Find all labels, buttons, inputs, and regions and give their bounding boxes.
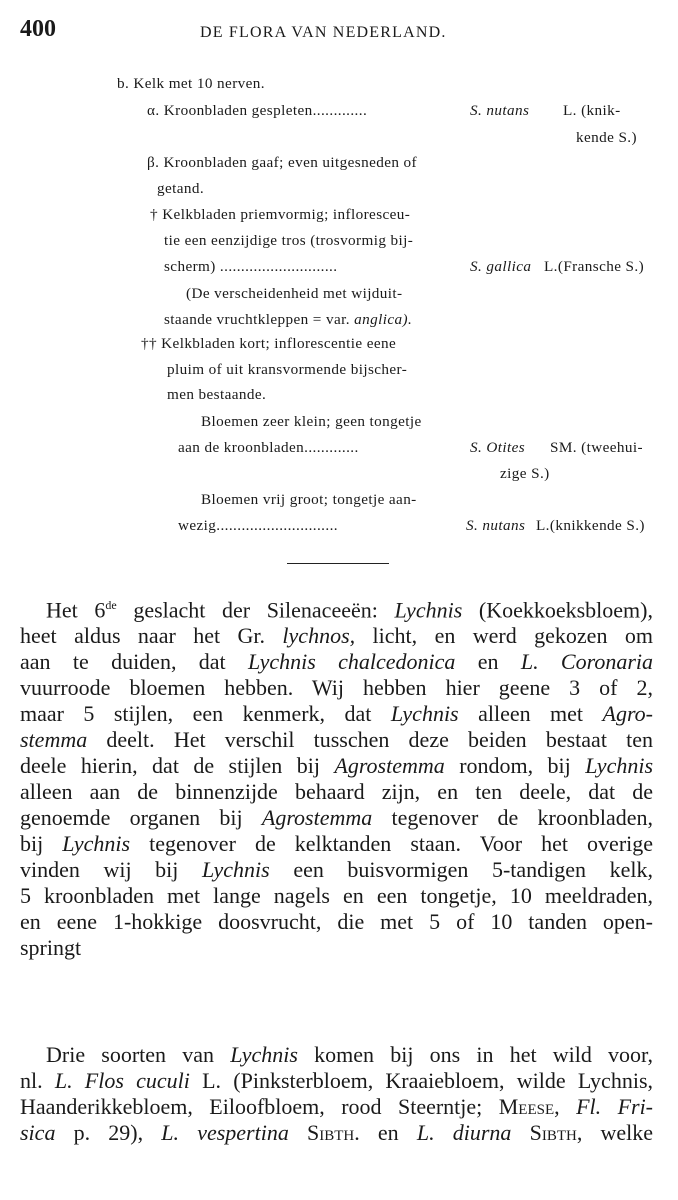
p1-line-5: maar 5 stijlen, een kenmerk, dat Lychnis alleen met Agro- xyxy=(20,701,654,727)
p1-line-8: alleen aan de binnenzijde behaard zijn, en ten deele, dat de xyxy=(20,779,653,805)
p1-line-4: vuurroode bloemen hebben. Wij hebben hier geene 3 of 2, xyxy=(20,675,653,701)
running-title: DE FLORA VAN NEDERLAND. xyxy=(200,24,447,41)
key-bloemen1-line-2: aan de kroonbladen............. xyxy=(178,439,359,456)
key-paren-line-1: (De verscheidenheid met wijduit- xyxy=(186,285,403,302)
p2-line-1: Drie soorten van Lychnis komen bij ons in het wild voor, xyxy=(46,1042,653,1067)
key-bloemen2-species: S. nutans xyxy=(466,517,526,534)
key-bloemen2-line-1: Bloemen vrij groot; tongetje aan- xyxy=(201,491,417,508)
p1-line-11: vinden wij bij Lychnis een buisvormigen 5-tandigen kelk, xyxy=(20,857,654,883)
key-dagger1-author: L.(Fransche S.) xyxy=(544,258,645,275)
paragraph-lychnis-species xyxy=(20,1042,653,1146)
paragraph-lychnis-description xyxy=(20,592,653,961)
key-alpha-species: S. nutans xyxy=(470,102,530,119)
key-alpha-continuation: kende S.) xyxy=(576,129,637,146)
key-dagger1-line-2: tie een eenzijdige tros (trosvormig bij- xyxy=(164,232,414,249)
key-alpha-text: α. Kroonbladen gespleten............. xyxy=(147,102,368,119)
p1-line-10: bij Lychnis tegenover de kelktanden staan. Voor het overige xyxy=(20,831,654,857)
key-dagger2-line-2: pluim of uit kransvormende bijscher- xyxy=(167,361,408,378)
p1-line-6: stemma deelt. Het verschil tusschen deze beiden bestaat ten xyxy=(20,727,653,753)
p1-line-3: aan te duiden, dat Lychnis chalcedonica en L. Coronaria xyxy=(20,649,654,675)
key-dagger1-line-1: † Kelkbladen priemvormig; infloresceu- xyxy=(150,206,411,223)
key-bloemen1-species: S. Otites xyxy=(470,439,526,456)
p1-line-1: Het 6de geslacht der Silenaceeën: Lychnis (Koekkoeksbloem), xyxy=(46,597,653,623)
p1-line-12: 5 kroonbladen met lange nagels en een tongetje, 10 meeldraden, xyxy=(20,883,653,909)
key-bloemen2-line-2: wezig............................. xyxy=(178,517,338,534)
p2-line-4: sica p. 29), L. vespertina Sibth. en L. diurna Sibth, welke xyxy=(20,1120,654,1145)
key-beta-line-1: β. Kroonbladen gaaf; even uitgesneden of xyxy=(147,154,418,171)
page-number: 400 xyxy=(20,16,56,42)
p1-line-13: en eene 1-hokkige doosvrucht, die met 5 of 10 tanden open- xyxy=(20,909,653,935)
key-dagger2-line-3: men bestaande. xyxy=(167,386,267,403)
key-beta-line-2: getand. xyxy=(157,180,205,197)
p2-line-3: Haanderikkebloem, Eiloofbloem, rood Steerntje; Meese, Fl. Fri- xyxy=(20,1094,654,1119)
key-bloemen2-author: L.(knikkende S.) xyxy=(536,517,645,534)
key-dagger2-line-1: †† Kelkbladen kort; inflorescentie eene xyxy=(141,335,397,352)
section-divider xyxy=(287,563,389,564)
key-dagger1-line-3: scherm) ............................ xyxy=(164,258,338,275)
key-b-label: b. Kelk met 10 nerven. xyxy=(117,75,265,92)
p1-line-9: genoemde organen bij Agrostemma tegenover de kroonbladen, xyxy=(20,805,654,831)
key-alpha-author: L. (knik- xyxy=(563,102,621,119)
key-bloemen1-line-1: Bloemen zeer klein; geen tongetje xyxy=(201,413,422,430)
key-bloemen1-continuation: zige S.) xyxy=(500,465,550,482)
p1-line-7: deele hierin, dat de stijlen bij Agrostemma rondom, bij Lychnis xyxy=(20,753,654,779)
key-bloemen1-author: SM. (tweehui- xyxy=(550,439,643,456)
p1-line-14: springt xyxy=(20,935,82,961)
key-dagger1-species: S. gallica xyxy=(470,258,532,275)
p1-line-2: heet aldus naar het Gr. lychnos, licht, en werd gekozen om xyxy=(20,623,653,649)
key-paren-line-2: staande vruchtkleppen = var. anglica). xyxy=(164,311,413,328)
p2-line-2: nl. L. Flos cuculi L. (Pinksterbloem, Kraaiebloem, wilde Lychnis, xyxy=(20,1068,653,1093)
